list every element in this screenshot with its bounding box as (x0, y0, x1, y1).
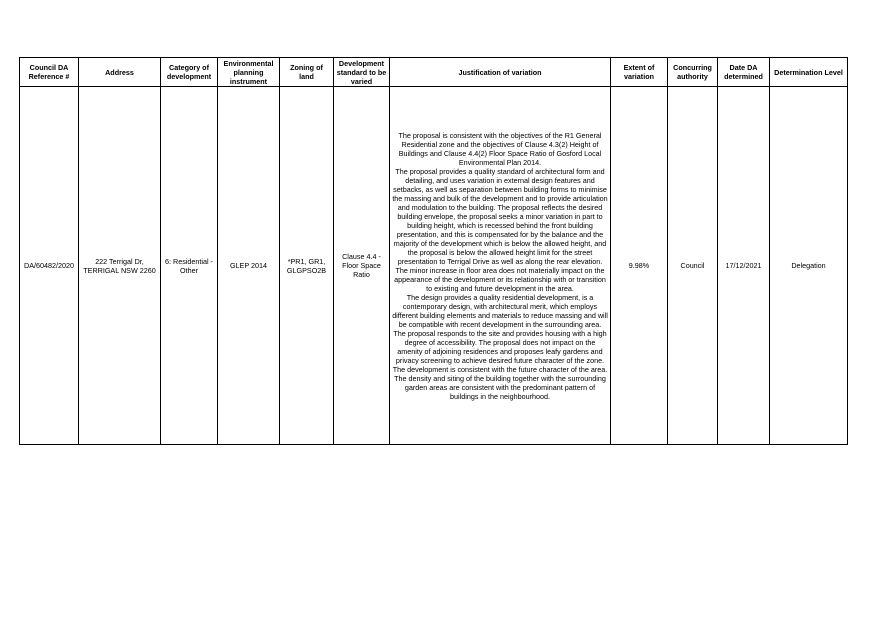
justification-paragraph: The design provides a quality residential development, is a contemporary design, with architectural merit, which employs different building elements and materials to reduce massing and will be compatible with recent development in the surrounding area. The proposal responds to the site and provides housing with a high degree of accessibility. The proposal does not impact on the amenity of adjoining residences and proposes leafy gardens and privacy screening to achieve desired future character of the zone. The development is consistent with the future character of the area. The density and siting of the building together with the surrounding garden areas are consistent with the predominant pattern of buildings in the neighbourhood. (392, 292, 608, 401)
header-concurring-authority: Concurring authority (668, 58, 718, 87)
cell-justification (390, 87, 611, 445)
cell-standard: Clause 4.4 - Floor Space Ratio (334, 87, 390, 445)
cell-address: 222 Terrigal Dr, TERRIGAL NSW 2260 (79, 87, 161, 445)
cell-instrument: GLEP 2014 (218, 87, 280, 445)
header-council-da-reference: Council DA Reference # (20, 58, 79, 87)
cell-level: Delegation (770, 87, 848, 445)
justification-paragraph: building height, which is recessed behind the front building presentation, and this is compensated for by the balance and the majority of the development which is below the allowed height, and the proposal is below the allowed height limit for the street presentation to Terrigal Drive as well as along the rear elevation. The minor increase in floor area does not materially impact on the appearance of the development or its relationship with or transition to existing and future development in the area. (393, 220, 607, 293)
cell-zoning: *PR1, GR1, GLGPSO2B (280, 87, 334, 445)
justification-paragraph: The proposal provides a quality standard of architectural form and detailing, and uses variation in external design features and setbacks, as well as separation between building forms to minimise the massing and bulk of the development and to provide articulation and modulation to the building. The proposal reflects the desired building envelope, the proposal seeks a minor variation in part to (392, 166, 608, 221)
header-planning-instrument: Environmental planning instrument (218, 58, 280, 87)
header-zoning: Zoning of land (280, 58, 334, 87)
cell-authority: Council (668, 87, 718, 445)
header-extent: Extent of variation (611, 58, 668, 87)
variations-table (19, 57, 848, 445)
cell-reference: DA/60482/2020 (20, 87, 79, 445)
justification-paragraph: The proposal is consistent with the objectives of the R1 General Residential zone and the objectives of Clause 4.3(2) Height of Buildings and Clause 4.4(2) Floor Space Ratio of Gosford Local Environmental Plan 2014. (398, 130, 602, 167)
cell-date: 17/12/2021 (718, 87, 770, 445)
header-address: Address (79, 58, 161, 87)
table-header-row (20, 58, 848, 87)
cell-category: 6: Residential - Other (161, 87, 218, 445)
header-development-standard: Development standard to be varied (334, 58, 390, 87)
table-row (20, 87, 848, 445)
header-determination-level: Determination Level (770, 58, 848, 87)
cell-extent: 9.98% (611, 87, 668, 445)
header-category: Category of development (161, 58, 218, 87)
header-justification: Justification of variation (390, 58, 611, 87)
header-date-determined: Date DA determined (718, 58, 770, 87)
